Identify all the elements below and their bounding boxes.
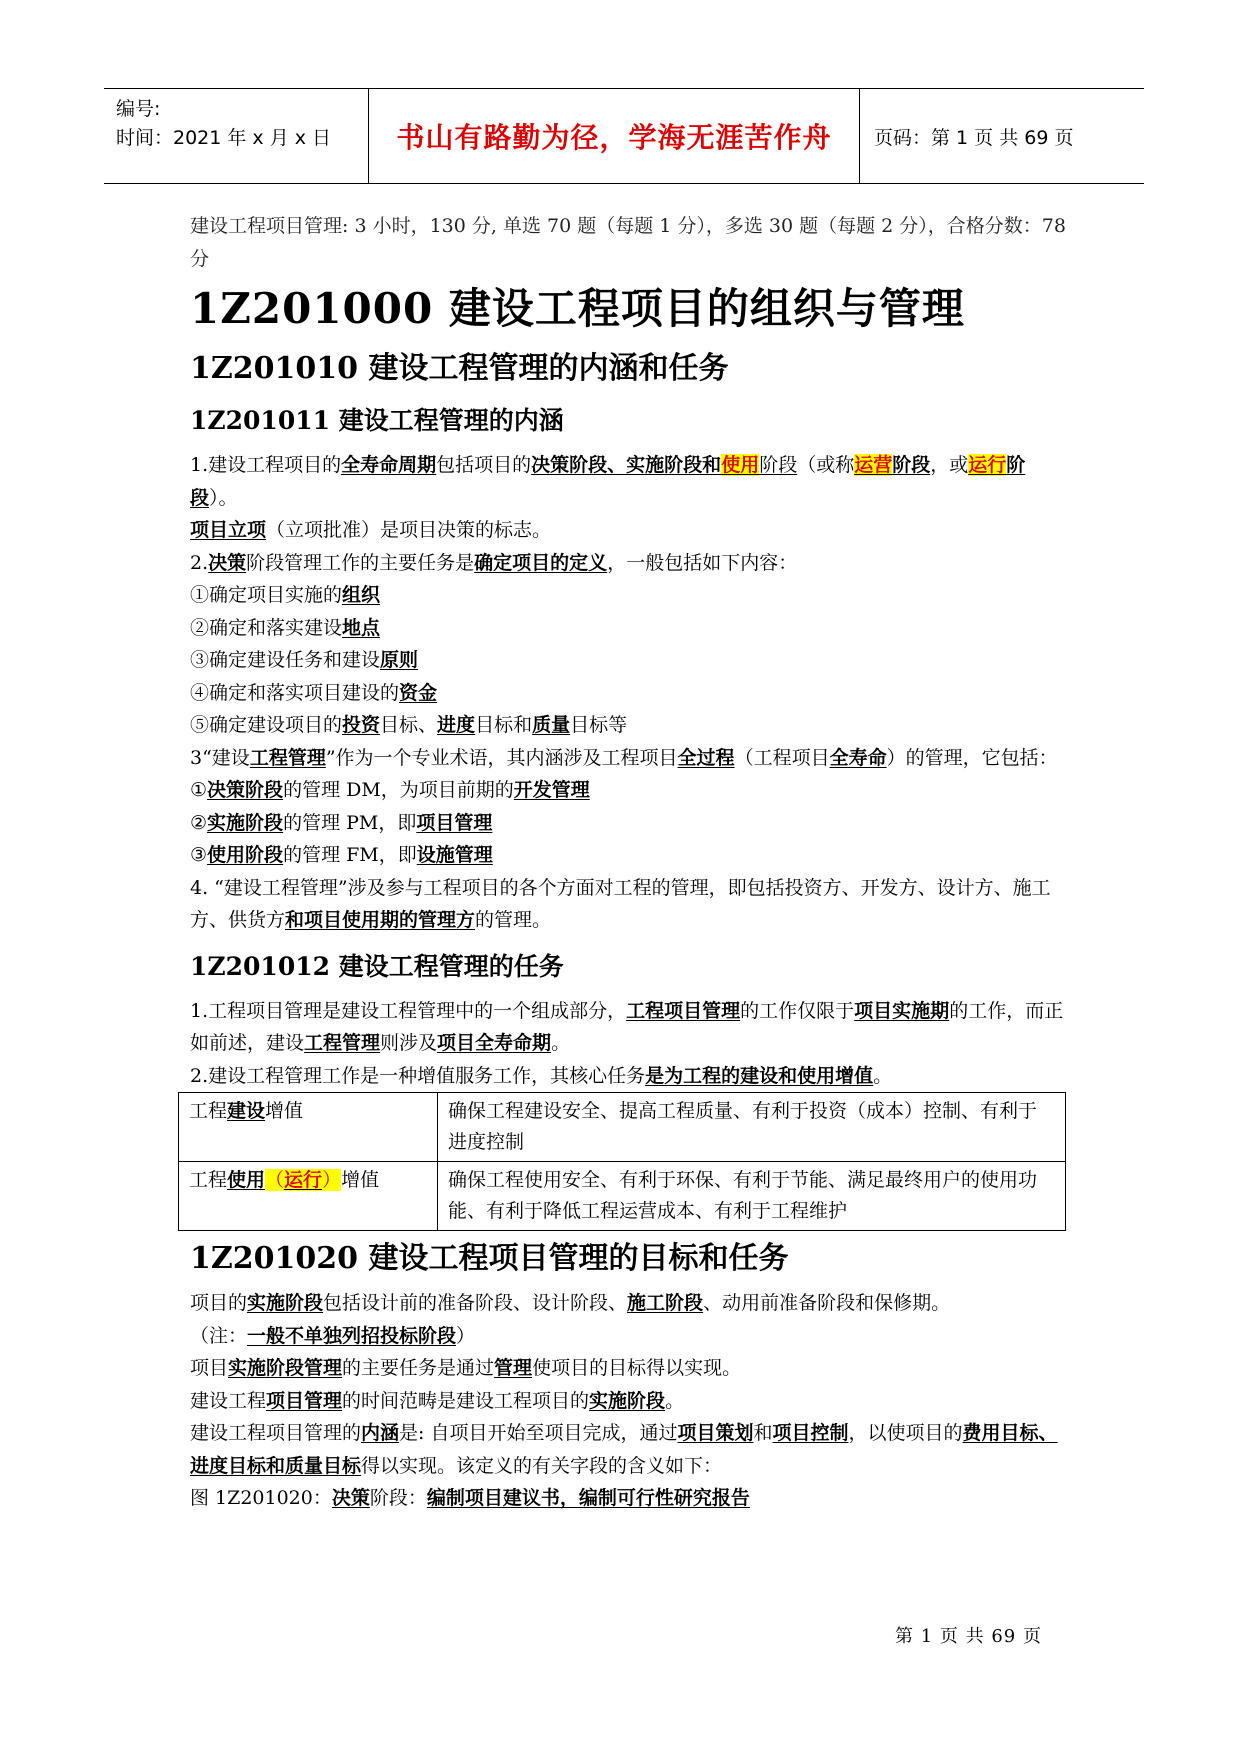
- text: 阶段：: [369, 1487, 427, 1509]
- list-item: [190, 612, 1070, 645]
- text: 工程: [189, 1100, 228, 1122]
- text: 4. “建设工程管理”涉及参与工程项目的各个方面对工程的管理，即包括投资方、开发方、设计方、施工方、供货方: [190, 876, 1051, 931]
- text: ”作为一个专业术语，其内涵涉及工程项目: [325, 746, 678, 769]
- text: 2.: [190, 551, 209, 574]
- text: （立项批准）是项目决策的标志。: [266, 519, 552, 541]
- key-term: 项目全寿命期: [437, 1032, 552, 1054]
- section-title-1z201010: 1Z201010 建设工程管理的内涵和任务: [190, 351, 729, 386]
- text: 增值: [265, 1100, 304, 1122]
- key-term: 决策: [208, 551, 247, 574]
- list-item: [190, 677, 1070, 710]
- key-term: 开发管理: [513, 779, 590, 801]
- key-term: 内涵: [361, 1422, 400, 1444]
- text: 、动用前准备阶段和保修期。: [703, 1292, 951, 1314]
- text: （或称: [797, 454, 855, 476]
- highlighted-term: 运营: [854, 454, 893, 476]
- text: ①确定项目实施的: [190, 584, 343, 606]
- key-term: 费用目标、进度目标和质量目标: [190, 1422, 1058, 1477]
- table-cell: [179, 1162, 438, 1231]
- document-body: [190, 210, 1070, 1515]
- key-term: 设施管理: [416, 844, 493, 866]
- highlighted-term: 运行: [968, 454, 1007, 476]
- key-term: 项目实施期: [854, 999, 950, 1022]
- key-term: 使用: [227, 1169, 266, 1191]
- text: （注：: [190, 1324, 248, 1347]
- text: 图 1Z201020：: [190, 1487, 332, 1509]
- key-term: 项目立项: [190, 519, 267, 541]
- key-term: 质量: [532, 714, 571, 736]
- text: 的工作，而正如前述，建设: [190, 999, 1064, 1054]
- key-term: 决策阶段: [207, 779, 284, 801]
- text: 使项目的目标得以实现。: [532, 1357, 742, 1379]
- chapter-title: 1Z201000 建设工程项目的组织与管理: [190, 284, 965, 333]
- text: 的管理 DM，为项目前期的: [283, 779, 514, 801]
- key-term: 项目策划: [677, 1422, 754, 1444]
- highlighted-term: ）: [322, 1169, 342, 1191]
- key-term: 原则: [380, 649, 419, 671]
- paragraph-main-task: [190, 1352, 1070, 1385]
- time-label: 时间：2021 年 x 月 x 日: [116, 127, 332, 149]
- key-term: 编制项目建议书，编制可行性研究报告: [426, 1487, 750, 1509]
- table-cell: 确保工程建设安全、提高工程质量、有利于投资（成本）控制、有利于进度控制: [438, 1093, 1066, 1162]
- section-title-1z201020: 1Z201020 建设工程项目管理的目标和任务: [190, 1241, 789, 1276]
- key-term: 实施阶段: [207, 811, 284, 834]
- text: 1.建设工程项目的: [190, 454, 342, 476]
- list-item: [190, 644, 1070, 677]
- table-cell: 确保工程使用安全、有利于环保、有利于节能、满足最终用户的使用功能、有利于降低工程运营成本、有利于工程维护: [438, 1162, 1066, 1231]
- text: 。: [665, 1389, 685, 1412]
- text: 阶段管理工作的主要任务是: [246, 551, 475, 574]
- key-term: 项目管理: [416, 811, 493, 834]
- highlighted-term: 运行: [284, 1169, 323, 1191]
- text: 的主要任务是通过: [342, 1357, 495, 1379]
- text: ⑤确定建设项目的: [190, 714, 343, 736]
- text: ②确定和落实建设: [190, 616, 343, 639]
- table-row: [179, 1162, 1066, 1231]
- text: 是: 自项目开始至项目完成，通过: [399, 1422, 678, 1444]
- text: 建设工程项目管理的: [190, 1422, 362, 1444]
- paragraph-figure-caption: [190, 1482, 1070, 1515]
- text: ）的管理，它包括：: [886, 746, 1058, 769]
- text: 和: [753, 1422, 773, 1444]
- key-term: 阶段: [190, 454, 1026, 509]
- text: 增值: [341, 1169, 380, 1191]
- text: 目标和: [475, 714, 533, 736]
- text: 的管理。: [475, 909, 552, 931]
- key-term: 和项目使用期的管理方: [285, 909, 476, 931]
- key-term: 决策: [331, 1487, 370, 1509]
- paragraph-engineering-management: [190, 742, 1070, 775]
- paragraph-lifecycle: [190, 449, 1070, 514]
- key-term: 是为工程的建设和使用增值: [645, 1064, 874, 1087]
- list-item: [190, 709, 1070, 742]
- text: ④确定和落实项目建设的: [190, 681, 400, 704]
- key-term: 进度: [437, 714, 476, 736]
- text: 2.建设工程管理工作是一种增值服务工作，其核心任务: [190, 1064, 646, 1087]
- key-term: 工程管理: [304, 1032, 381, 1054]
- paragraph-time-scope: [190, 1385, 1070, 1418]
- paragraph-core-task: [190, 1060, 1070, 1093]
- table-cell: [179, 1093, 438, 1162]
- key-term: 工程管理: [249, 746, 326, 769]
- header-motto: 书山有路勤为径，学海无涯苦作舟: [396, 121, 832, 154]
- text: ）: [456, 1324, 476, 1347]
- highlighted-term: （: [265, 1169, 285, 1191]
- text: 阶段: [759, 454, 798, 476]
- key-term: 项目管理: [266, 1389, 343, 1412]
- text: ①: [190, 779, 208, 801]
- key-term: 一般不单独列招投标阶段: [247, 1324, 457, 1347]
- document-header: [104, 88, 1144, 184]
- key-term: 建设: [227, 1100, 266, 1122]
- text: 包括项目的: [436, 454, 532, 476]
- text: 则涉及: [380, 1032, 438, 1054]
- paragraph-decision-stage: [190, 547, 1070, 580]
- key-term: 工程项目管理: [626, 999, 741, 1022]
- list-item: [190, 579, 1070, 612]
- list-item: [190, 807, 1070, 840]
- text: 包括设计前的准备阶段、设计阶段、: [323, 1292, 628, 1314]
- text: 3“建设: [190, 746, 250, 769]
- key-term: 实施阶段管理: [228, 1357, 343, 1379]
- key-term: 投资: [342, 714, 381, 736]
- text: ，或: [930, 454, 969, 476]
- highlighted-term: 使用: [721, 454, 760, 476]
- header-meta: [104, 89, 369, 183]
- key-term: 资金: [399, 681, 438, 704]
- key-term: 实施阶段: [589, 1389, 666, 1412]
- text: ③: [190, 844, 208, 866]
- text: ②: [190, 811, 208, 834]
- key-term: 管理: [494, 1357, 533, 1379]
- paragraph-participants: [190, 872, 1070, 937]
- text: 项目的: [190, 1292, 248, 1314]
- paragraph-connotation: [190, 1417, 1070, 1482]
- page-footer: 第 1 页 共 69 页: [895, 1626, 1042, 1647]
- key-term: 施工阶段: [627, 1292, 704, 1314]
- header-page-label: 页码：第 1 页 共 69 页: [874, 126, 1074, 149]
- text: 。: [551, 1032, 571, 1054]
- number-label: 编号:: [116, 98, 161, 120]
- subsection-title-1z201011: 1Z201011 建设工程管理的内涵: [190, 406, 564, 435]
- key-term: 全寿命周期: [341, 454, 437, 476]
- text: 项目: [190, 1357, 229, 1379]
- key-term: 实施阶段: [247, 1292, 324, 1314]
- value-added-table: [178, 1092, 1066, 1231]
- text: 的管理 FM，即: [283, 844, 417, 866]
- key-term: 全过程: [677, 746, 735, 769]
- paragraph-implementation-stage: [190, 1287, 1070, 1320]
- list-item: [190, 774, 1070, 807]
- intro-paragraph: 建设工程项目管理: 3 小时，130 分, 单选 70 题（每题 1 分），多选 30 题（每题 2 分），合格分数：78 分: [190, 215, 1066, 270]
- text: ）。: [209, 486, 238, 509]
- text: 建设工程: [190, 1389, 267, 1412]
- paragraph-project-approval: [190, 514, 1070, 547]
- table-row: [179, 1093, 1066, 1162]
- text: ，一般包括如下内容：: [607, 551, 798, 574]
- paragraph-project-management-scope: [190, 995, 1070, 1060]
- key-term: 决策阶段、实施阶段和: [531, 454, 722, 476]
- text: 。: [873, 1064, 893, 1087]
- text: ，以使项目的: [848, 1422, 963, 1444]
- key-term: 组织: [342, 584, 381, 606]
- key-term: 阶段: [892, 454, 931, 476]
- key-term: 项目控制: [772, 1422, 849, 1444]
- text: 的时间范畴是建设工程项目的: [342, 1389, 590, 1412]
- paragraph-note: [190, 1320, 1070, 1353]
- text: 的工作仅限于: [740, 999, 855, 1022]
- key-term: 地点: [342, 616, 381, 639]
- text: ③确定建设任务和建设: [190, 649, 381, 671]
- header-page-cell: [860, 89, 1144, 183]
- text: 目标、: [380, 714, 438, 736]
- key-term: 确定项目的定义: [474, 551, 608, 574]
- text: 1.工程项目管理是建设工程管理中的一个组成部分，: [190, 999, 627, 1022]
- list-item: [190, 839, 1070, 872]
- header-motto-cell: [369, 89, 860, 183]
- text: 工程: [189, 1169, 228, 1191]
- key-term: 全寿命: [829, 746, 887, 769]
- subsection-title-1z201012: 1Z201012 建设工程管理的任务: [190, 951, 564, 981]
- text: 目标等: [570, 714, 628, 736]
- text: （工程项目: [734, 746, 830, 769]
- text: 的管理 PM，即: [283, 811, 417, 834]
- key-term: 使用阶段: [207, 844, 284, 866]
- text: 得以实现。该定义的有关字段的含义如下：: [361, 1454, 723, 1477]
